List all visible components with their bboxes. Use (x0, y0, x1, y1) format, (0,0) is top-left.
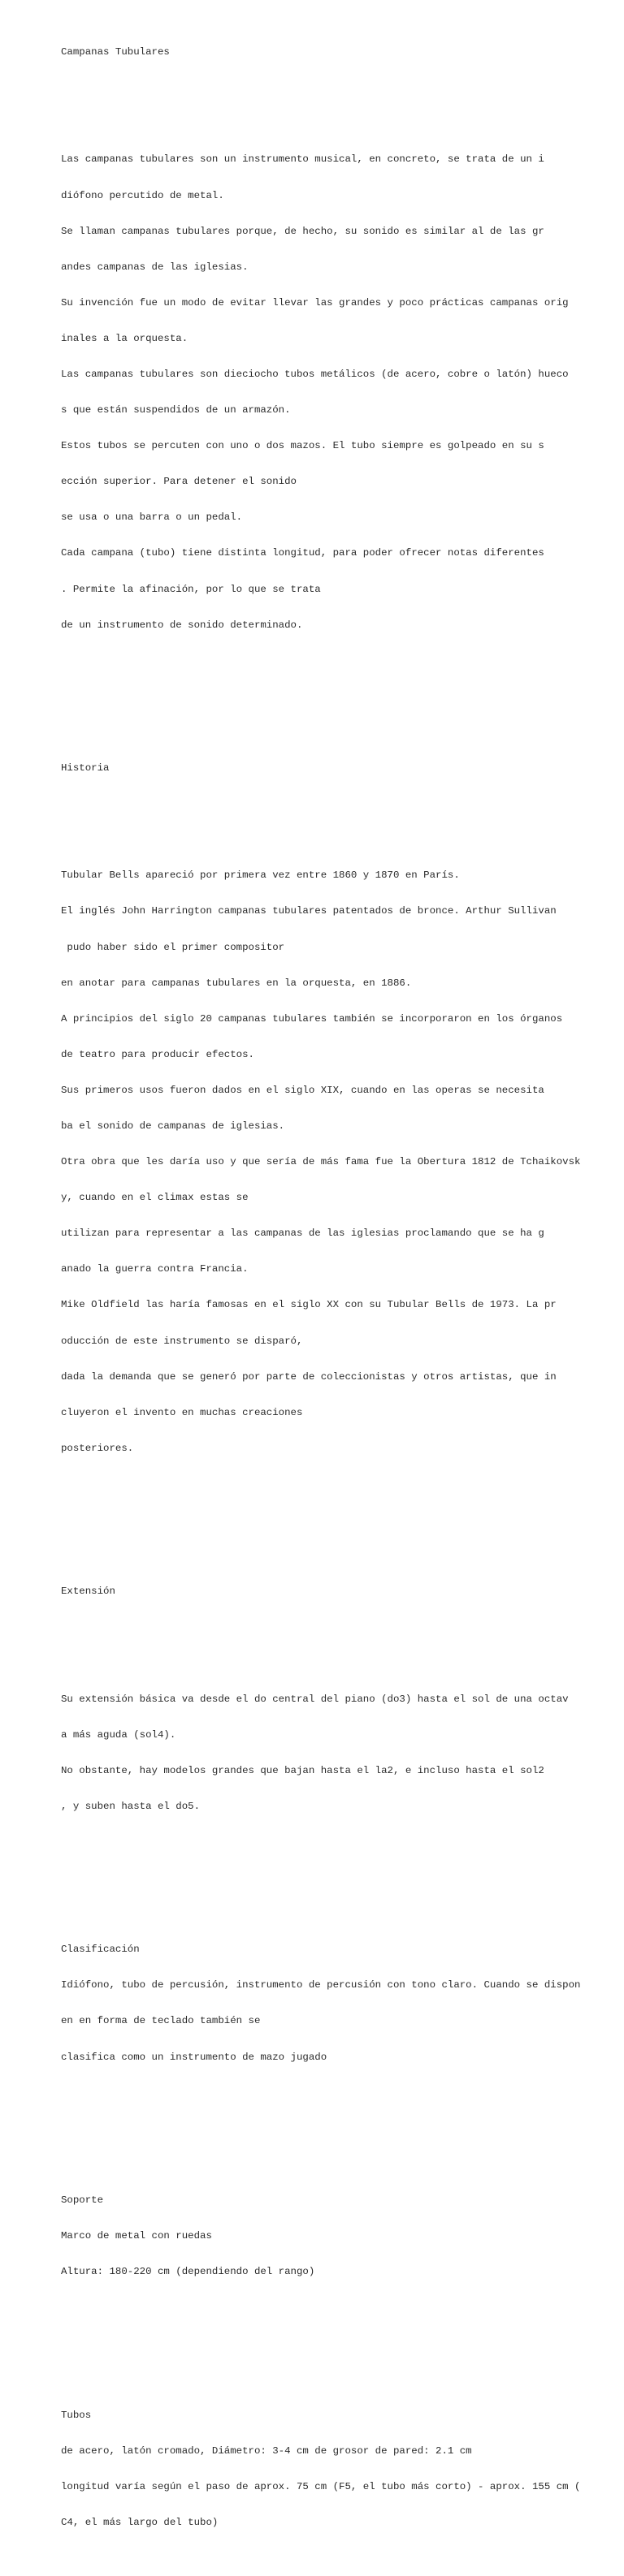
text-line: Cada campana (tubo) tiene distinta longitud, para poder ofrecer notas diferentes (61, 547, 544, 559)
text-line: ección superior. Para detener el sonido (61, 476, 297, 488)
text-line: pudo haber sido el primer compositor (61, 941, 285, 953)
text-line: . Permite la afinación, por lo que se trata (61, 583, 321, 595)
text-line: se usa o una barra o un pedal. (61, 511, 243, 524)
text-line: Altura: 180-220 cm (dependiendo del rango) (61, 2266, 315, 2278)
section-heading-tubos: Tubos (61, 2409, 92, 2421)
text-line: anado la guerra contra Francia. (61, 1263, 249, 1275)
spacer (61, 2123, 613, 2135)
text-line: No obstante, hay modelos grandes que bajan hasta el la2, e incluso hasta el sol2 (61, 1764, 544, 1776)
text-line: El inglés John Harrington campanas tubulares patentados de bronce. Arthur Sullivan (61, 905, 557, 917)
section-heading-clasificacion: Clasificación (61, 1944, 140, 1956)
soporte-section (61, 2171, 613, 2302)
text-line: Otra obra que les daría uso y que sería de más fama fue la Obertura 1812 de Tchaikovsk (61, 1156, 581, 1168)
text-line: dada la demanda que se generó por parte de coleccionistas y otros artistas, que in (61, 1370, 557, 1383)
text-line: Tubular Bells apareció por primera vez entre 1860 y 1870 en París. (61, 869, 460, 882)
section-heading-historia: Historia (61, 762, 110, 775)
text-line: Estos tubos se percuten con uno o dos mazos. El tubo siempre es golpeado en su s (61, 440, 544, 452)
text-line: s que están suspendidos de un armazón. (61, 404, 291, 416)
text-line: utilizan para representar a las campanas de las iglesias proclamando que se ha g (61, 1228, 544, 1240)
tubos-section (61, 2385, 613, 2552)
text-line: Se llaman campanas tubulares porque, de hecho, su sonido es similar al de las gr (61, 225, 544, 237)
spacer (61, 1621, 613, 1633)
text-line: A principios del siglo 20 campanas tubulares también se incorporaron en los órganos (61, 1012, 563, 1025)
text-line: posteriores. (61, 1442, 134, 1454)
text-line: oducción de este instrumento se disparó, (61, 1335, 303, 1347)
text-line: cluyeron el invento en muchas creaciones (61, 1406, 303, 1418)
text-line: Mike Oldfield las haría famosas en el siglo XX con su Tubular Bells de 1973. La pr (61, 1299, 557, 1311)
spacer (61, 691, 613, 727)
text-line: a más aguda (sol4). (61, 1728, 176, 1741)
text-line: Sus primeros usos fueron dados en el siglo XIX, cuando en las operas se necesita (61, 1084, 544, 1096)
text-line: , y suben hasta el do5. (61, 1800, 201, 1812)
section-heading-extension: Extensión (61, 1586, 115, 1598)
text-line: inales a la orquesta. (61, 332, 188, 344)
text-line: longitud varía según el paso de aprox. 75 cm (F5, el tubo más corto) - aprox. 155 cm ( (61, 2480, 581, 2492)
document-title: Campanas Tubulares (61, 46, 170, 58)
text-line: Marco de metal con ruedas (61, 2230, 212, 2242)
text-line: de un instrumento de sonido determinado. (61, 619, 303, 631)
text-line: andes campanas de las iglesias. (61, 261, 249, 273)
text-line: Las campanas tubulares son dieciocho tubos metálicos (de acero, cobre o latón) hueco (61, 368, 569, 380)
section-heading-soporte: Soporte (61, 2194, 104, 2206)
text-line: de acero, latón cromado, Diámetro: 3-4 cm de grosor de pared: 2.1 cm (61, 2444, 472, 2457)
spacer (61, 1514, 613, 1550)
text-line: Su extensión básica va desde el do central del piano (do3) hasta el sol de una octav (61, 1693, 569, 1705)
spacer (61, 2337, 613, 2349)
text-line: clasifica como un instrumento de mazo jugado (61, 2051, 327, 2063)
historia-paragraph (61, 846, 613, 1478)
extension-paragraph (61, 1669, 613, 1836)
text-line: en en forma de teclado también se (61, 2015, 261, 2027)
spacer (61, 1872, 613, 1884)
text-line: Las campanas tubulares son un instrumento musical, en concreto, se trata de un i (61, 153, 544, 166)
text-line: de teatro para producir efectos. (61, 1048, 254, 1060)
text-line: y, cuando en el climax estas se (61, 1192, 249, 1204)
clasificacion-section (61, 1920, 613, 2087)
spacer (61, 798, 613, 810)
text-line: diófono percutido de metal. (61, 189, 224, 201)
intro-paragraph (61, 130, 613, 655)
spacer (61, 82, 613, 94)
text-line: en anotar para campanas tubulares en la orquesta, en 1886. (61, 977, 412, 989)
text-line: Idiófono, tubo de percusión, instrumento de percusión con tono claro. Cuando se dispon (61, 1979, 581, 1991)
document-page (61, 11, 613, 2576)
text-line: Su invención fue un modo de evitar llevar las grandes y poco prácticas campanas orig (61, 296, 569, 309)
text-line: C4, el más largo del tubo) (61, 2516, 219, 2528)
text-line: ba el sonido de campanas de iglesias. (61, 1120, 285, 1132)
